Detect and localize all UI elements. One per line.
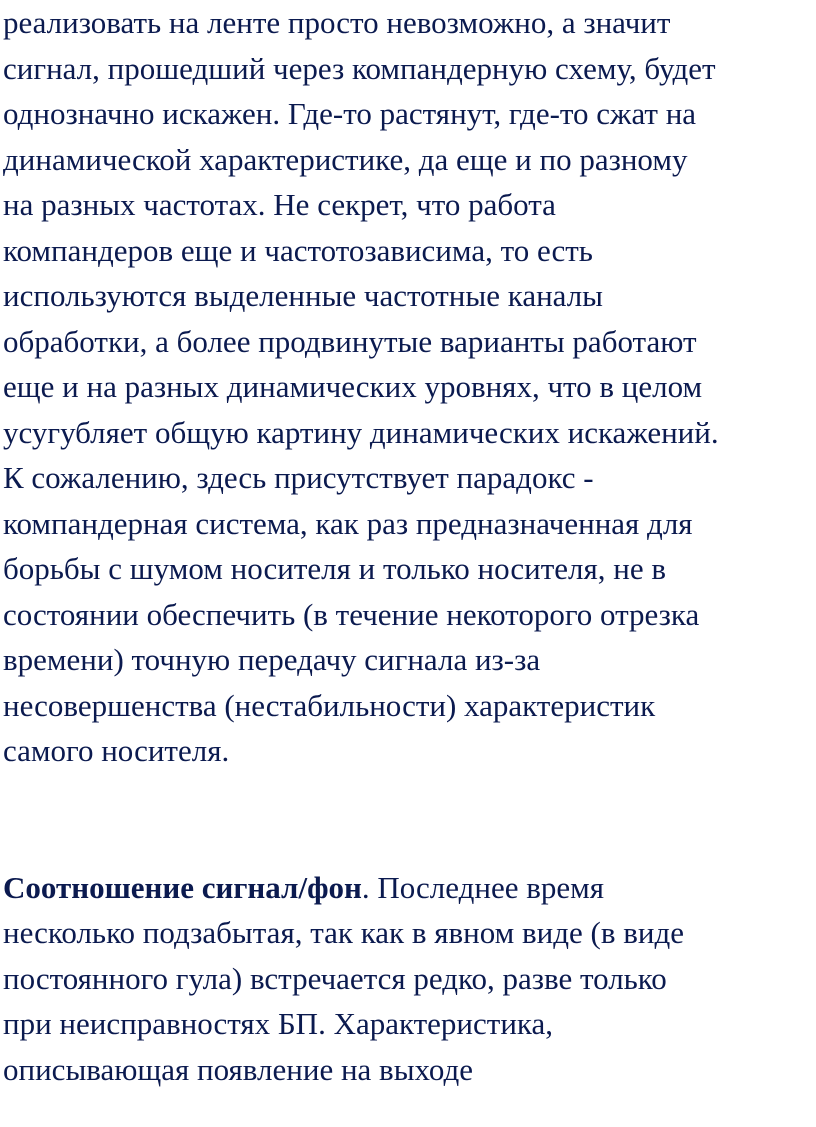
text-line: несколько подзабытая, так как в явном виде (в виде (3, 915, 684, 950)
text-line: используются выделенные частотные каналы (3, 278, 604, 313)
text-line: состоянии обеспечить (в течение некоторого отрезка (3, 596, 700, 632)
text-line: динамической характеристике, да еще и по разному (3, 141, 688, 177)
text-line: несовершенства (нестабильности) характеристик (3, 687, 656, 723)
text-line: сигнал, прошедший через компандерную схему, будет (3, 50, 716, 86)
text-line: реализовать на ленте просто невозможно, а значит (3, 5, 671, 40)
text-line: компандерная система, как раз предназначенная для (3, 505, 693, 541)
heading-continuation: . Последнее время (361, 869, 605, 905)
text-line: постоянного гула) встречается редко, разве только (3, 960, 667, 996)
section-heading: Соотношение сигнал/фон (3, 869, 362, 905)
paragraph-signal-noise (3, 865, 813, 1093)
text-line: К сожалению, здесь присутствует парадокс - (3, 460, 594, 495)
text-line: однозначно искажен. Где-то растянут, где-то сжат на (3, 96, 697, 131)
text-line: времени) точную передачу сигнала из-за (3, 642, 541, 677)
text-line: описывающая появление на выходе (3, 1051, 473, 1087)
heading-line (3, 865, 813, 911)
text-line: компандеров еще и частотозависима, то есть (3, 232, 593, 268)
text-line: борьбы с шумом носителя и только носителя, не в (3, 551, 667, 586)
paragraph-compander (3, 0, 813, 774)
text-line: при неисправностях БП. Характеристика, (3, 1006, 554, 1041)
text-line: обработки, а более продвинутые варианты работают (3, 323, 697, 359)
paragraph-spacer (3, 774, 813, 865)
document-page (3, 0, 813, 1092)
text-line: еще и на разных динамических уровнях, что в целом (3, 369, 703, 404)
text-line: на разных частотах. Не секрет, что работа (3, 187, 556, 222)
text-line: усугубляет общую картину динамических искажений. (3, 414, 719, 450)
text-line: самого носителя. (3, 733, 230, 768)
